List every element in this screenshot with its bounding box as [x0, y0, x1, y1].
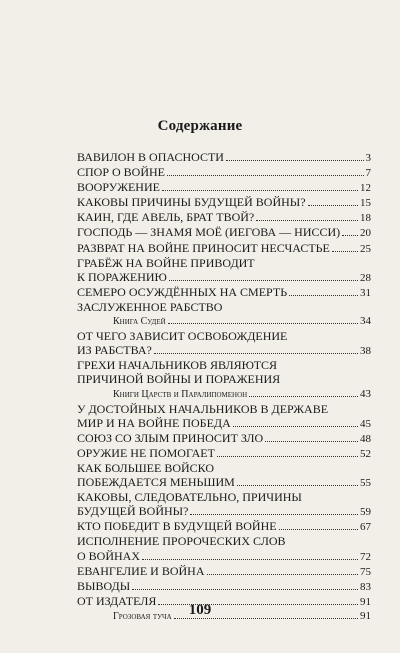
toc-entry-page: 28 — [360, 271, 371, 284]
toc-subentry-label: Книга Судей — [113, 316, 166, 328]
table-of-contents — [77, 150, 371, 624]
dot-leader — [342, 235, 358, 236]
toc-entry-label: ГРАБЁЖ НА ВОЙНЕ ПРИВОДИТ — [77, 255, 255, 270]
toc-entry-page: 59 — [360, 506, 371, 519]
toc-entry — [77, 241, 371, 256]
toc-entry-label: КТО ПОБЕДИТ В БУДУЩЕЙ ВОЙНЕ — [77, 519, 277, 534]
dot-leader — [226, 160, 364, 161]
toc-entry-label: КАКОВЫ ПРИЧИНЫ БУДУЩЕЙ ВОЙНЫ? — [77, 195, 306, 210]
toc-entry — [77, 329, 371, 343]
toc-entry-page: 31 — [360, 286, 371, 299]
toc-entry — [77, 564, 371, 579]
toc-entry — [77, 461, 371, 475]
dot-leader — [237, 485, 358, 486]
toc-entry-label: КАИН, ГДЕ АВЕЛЬ, БРАТ ТВОЙ? — [77, 210, 255, 225]
toc-entry-page: 55 — [360, 477, 371, 490]
toc-entry-label: ИЗ РАБСТВА? — [77, 343, 152, 358]
dot-leader — [207, 574, 359, 575]
toc-subentry — [77, 387, 371, 402]
dot-leader — [142, 559, 358, 560]
toc-entry-label: ОТ ИЗДАТЕЛЯ — [77, 593, 157, 608]
toc-entry — [77, 270, 371, 285]
toc-entry-page: 20 — [360, 227, 371, 240]
toc-entry-page: 91 — [360, 609, 371, 622]
dot-leader — [217, 456, 358, 457]
toc-entry — [77, 210, 371, 225]
toc-entry — [77, 195, 371, 210]
toc-entry — [77, 372, 371, 386]
toc-entry-page: 7 — [365, 167, 371, 180]
toc-entry — [77, 549, 371, 564]
dot-leader — [308, 205, 358, 206]
toc-entry-page: 91 — [360, 595, 371, 608]
toc-entry-page: 43 — [360, 387, 371, 400]
toc-entry — [77, 150, 371, 165]
toc-entry-page: 45 — [360, 417, 371, 430]
toc-entry-page: 12 — [360, 182, 371, 195]
toc-entry-page: 15 — [360, 197, 371, 210]
dot-leader — [265, 441, 358, 442]
toc-entry-page: 18 — [360, 212, 371, 225]
toc-entry-label: СПОР О ВОЙНЕ — [77, 165, 166, 180]
dot-leader — [256, 220, 358, 221]
toc-entry-page: 38 — [360, 345, 371, 358]
toc-entry-label: У ДОСТОЙНЫХ НАЧАЛЬНИКОВ В ДЕРЖАВЕ — [77, 401, 329, 416]
toc-entry-label: БУДУЩЕЙ ВОЙНЫ? — [77, 504, 189, 519]
toc-entry-label: ГОСПОДЬ — ЗНАМЯ МОЁ (ИЕГОВА — НИССИ) — [77, 225, 341, 240]
toc-entry-page: 75 — [360, 565, 371, 578]
toc-subentry-label: Книги Царств и Паралипоменон — [113, 388, 248, 400]
toc-entry-page: 83 — [360, 580, 371, 593]
toc-entry-page: 52 — [360, 447, 371, 460]
toc-entry — [77, 416, 371, 431]
toc-entry — [77, 256, 371, 270]
toc-entry-label: ВООРУЖЕНИЕ — [77, 180, 160, 195]
toc-entry-label: ПРИЧИНОЙ ВОЙНЫ И ПОРАЖЕНИЯ — [77, 372, 281, 387]
toc-entry-label: К ПОРАЖЕНИЮ — [77, 269, 167, 284]
toc-entry — [77, 446, 371, 461]
toc-entry-label: ЗАСЛУЖЕННОЕ РАБСТВО — [77, 299, 223, 314]
toc-entry — [77, 343, 371, 358]
dot-leader — [190, 514, 358, 515]
dot-leader — [162, 190, 358, 191]
toc-entry-page: 48 — [360, 432, 371, 445]
toc-entry-label: МИР И НА ВОЙНЕ ПОБЕДА — [77, 415, 231, 430]
toc-entry — [77, 402, 371, 416]
page-title: Содержание — [157, 118, 243, 134]
toc-entry — [77, 285, 371, 300]
toc-entry-page: 34 — [360, 315, 371, 328]
toc-entry-label: КАКОВЫ, СЛЕДОВАТЕЛЬНО, ПРИЧИНЫ — [77, 490, 302, 505]
dot-leader — [249, 396, 358, 397]
toc-entry — [77, 519, 371, 534]
toc-entry-label: О ВОЙНАХ — [77, 548, 140, 563]
toc-subentry — [77, 314, 371, 329]
dot-leader — [279, 529, 358, 530]
toc-entry-label: ВАВИЛОН В ОПАСНОСТИ — [77, 150, 224, 164]
toc-entry — [77, 579, 371, 594]
toc-entry-page: 25 — [360, 242, 371, 255]
toc-entry-label: ГРЕХИ НАЧАЛЬНИКОВ ЯВЛЯЮТСЯ — [77, 358, 278, 373]
dot-leader — [332, 251, 358, 252]
toc-entry-label: КАК БОЛЬШЕЕ ВОЙСКО — [77, 460, 215, 475]
toc-entry-label: ОТ ЧЕГО ЗАВИСИТ ОСВОБОЖДЕНИЕ — [77, 329, 288, 344]
toc-entry — [77, 534, 371, 548]
toc-entry-label: СЕМЕРО ОСУЖДЁННЫХ НА СМЕРТЬ — [77, 284, 288, 299]
toc-entry-label: ИСПОЛНЕНИЕ ПРОРОЧЕСКИХ СЛОВ — [77, 534, 286, 549]
page-number: 109 — [188, 602, 212, 618]
toc-entry — [77, 431, 371, 446]
toc-entry — [77, 165, 371, 180]
toc-entry-label: ПОБЕЖДАЕТСЯ МЕНЬШИМ — [77, 475, 235, 490]
toc-entry-label: ВЫВОДЫ — [77, 578, 131, 593]
toc-entry-label: СОЮЗ СО ЗЛЫМ ПРИНОСИТ ЗЛО — [77, 430, 264, 445]
toc-entry-page: 72 — [360, 550, 371, 563]
toc-entry — [77, 300, 371, 314]
dot-leader — [132, 589, 358, 590]
toc-entry — [77, 180, 371, 195]
toc-subentry-label: Грозовая туча — [113, 610, 172, 622]
toc-entry-label: ЕВАНГЕЛИЕ И ВОЙНА — [77, 563, 205, 578]
toc-entry-label: РАЗВРАТ НА ВОЙНЕ ПРИНОСИТ НЕСЧАСТЬЕ — [77, 240, 330, 255]
toc-entry-page: 67 — [360, 521, 371, 534]
toc-entry — [77, 358, 371, 372]
toc-entry — [77, 475, 371, 490]
dot-leader — [289, 295, 358, 296]
dot-leader — [168, 323, 358, 324]
toc-entry — [77, 490, 371, 504]
toc-entry-page: 3 — [365, 152, 371, 164]
toc-entry — [77, 504, 371, 519]
toc-entry — [77, 225, 371, 240]
dot-leader — [154, 353, 358, 354]
dot-leader — [169, 280, 358, 281]
toc-entry-label: ОРУЖИЕ НЕ ПОМОГАЕТ — [77, 445, 215, 460]
dot-leader — [233, 426, 358, 427]
dot-leader — [167, 175, 363, 176]
